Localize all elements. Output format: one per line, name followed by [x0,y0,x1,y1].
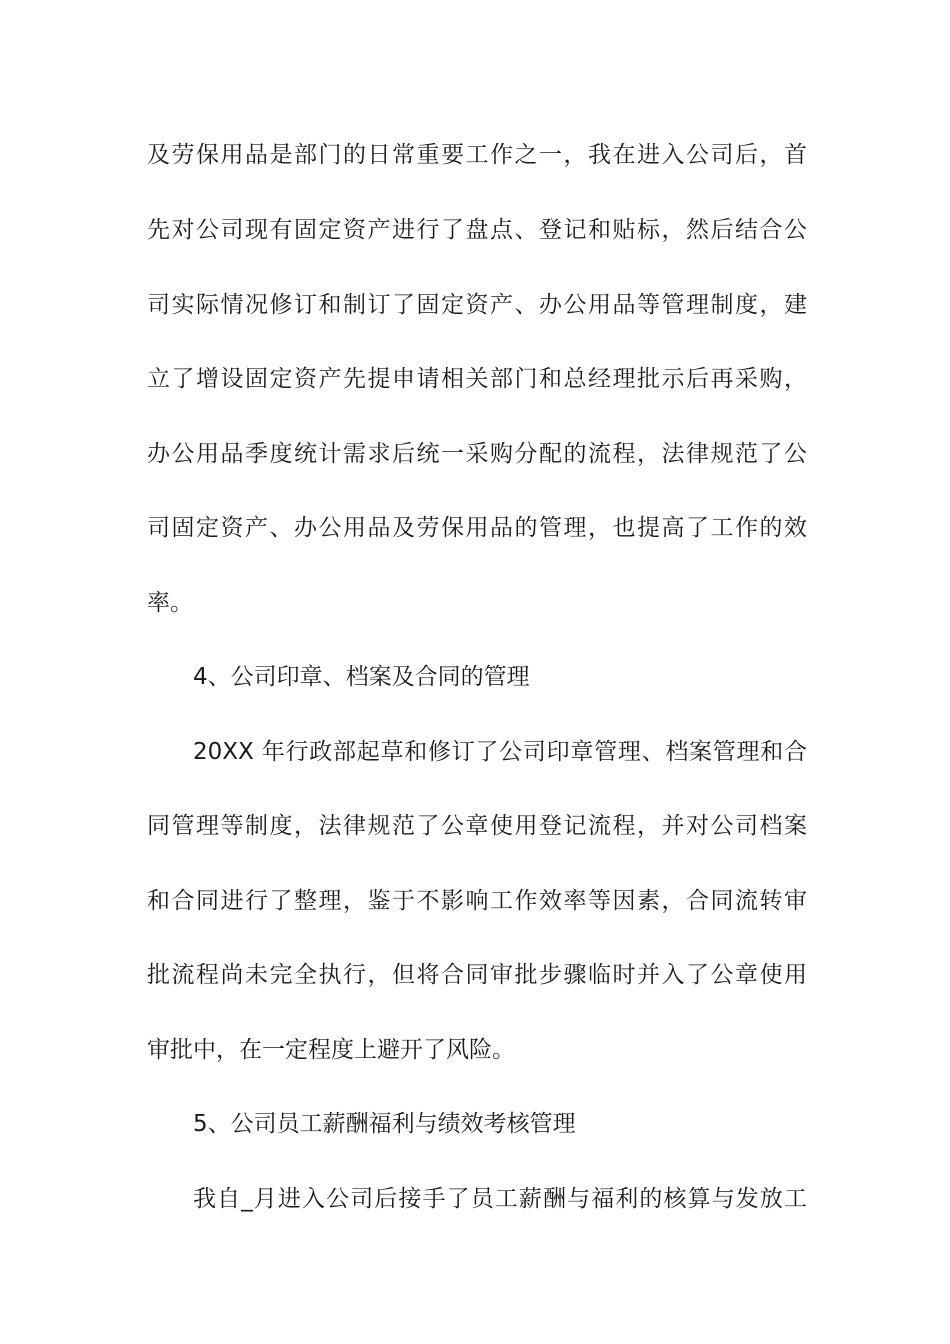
paragraph-line: 我自_月进入公司后接手了员工薪酬与福利的核算与发放工 [193,1186,807,1212]
paragraph-line: 司固定资产、办公用品及劳保用品的管理，也提高了工作的效 [147,515,807,541]
paragraph-line: 批流程尚未完全执行，但将合同审批步骤临时并入了公章使用 [147,962,807,988]
paragraph-line: 立了增设固定资产先提申请相关部门和总经理批示后再采购， [147,366,807,392]
paragraph-line: 20XX 年行政部起草和修订了公司印章管理、档案管理和合 [193,739,807,765]
paragraph-line: 司实际情况修订和制订了固定资产、办公用品等管理制度，建 [147,292,807,318]
paragraph-line: 及劳保用品是部门的日常重要工作之一，我在进入公司后，首 [147,142,807,168]
paragraph-line: 率。 [147,590,193,616]
paragraph-line: 同管理等制度，法律规范了公章使用登记流程，并对公司档案 [147,813,807,839]
paragraph-line: 和合同进行了整理，鉴于不影响工作效率等因素，合同流转审 [147,888,807,914]
paragraph-line: 办公用品季度统计需求后统一采购分配的流程，法律规范了公 [147,441,807,467]
section-heading: 4、公司印章、档案及合同的管理 [193,664,530,690]
section-heading: 5、公司员工薪酬福利与绩效考核管理 [193,1111,576,1137]
paragraph-line: 先对公司现有固定资产进行了盘点、登记和贴标，然后结合公 [147,217,807,243]
paragraph-line: 审批中，在一定程度上避开了风险。 [147,1037,515,1063]
